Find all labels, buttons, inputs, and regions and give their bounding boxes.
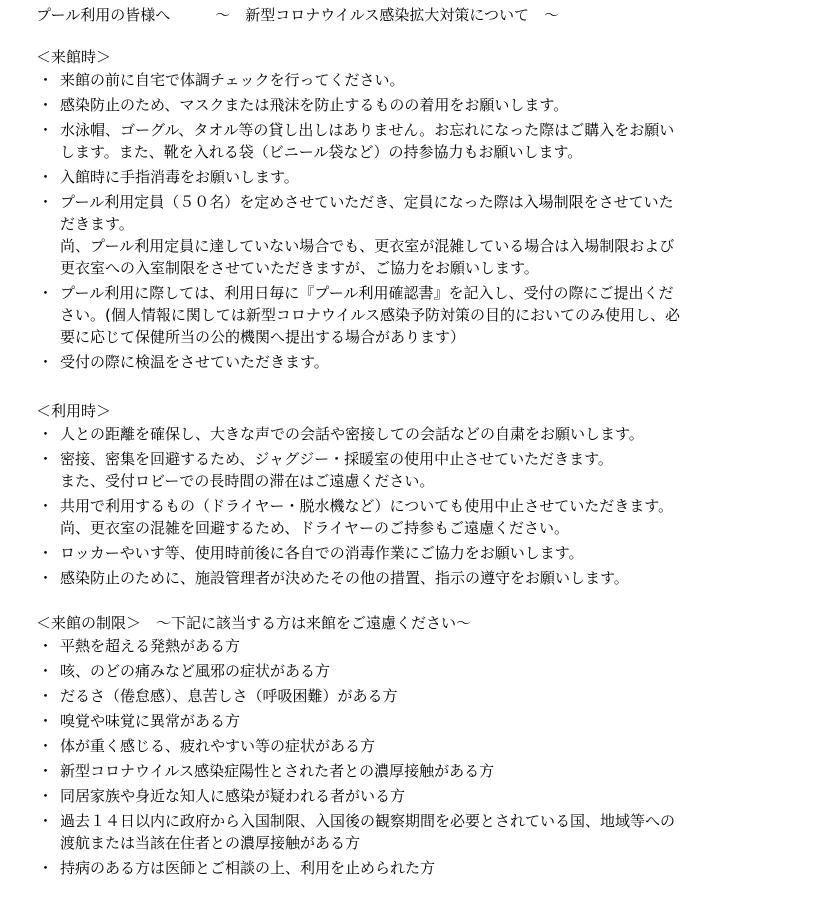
bullet-icon: ・ [38, 762, 54, 780]
bullet-icon: ・ [38, 121, 54, 139]
bullet-icon: ・ [38, 284, 54, 302]
bullet-icon: ・ [38, 353, 54, 371]
usage-list [36, 423, 796, 589]
list-item [36, 282, 796, 348]
list-item-line: 過去１４日以内に政府から入国制限、入国後の観察期間を必要とされている国、地域等への [60, 812, 676, 830]
bullet-icon: ・ [38, 637, 54, 655]
list-item-line: プール利用定員（５０名）を定めさせていただき、定員になった際は入場制限をさせていた [60, 193, 674, 211]
bullet-icon: ・ [38, 737, 54, 755]
list-item [36, 423, 796, 445]
bullet-icon: ・ [38, 859, 54, 877]
list-item [36, 542, 796, 564]
list-item [36, 119, 796, 163]
list-item-line: 密接、密集を回避するため、ジャグジー・採暖室の使用中止させていただきます。 [60, 450, 613, 468]
list-item [36, 635, 796, 657]
list-item-line: 尚、プール利用定員に達していない場合でも、更衣室が混雑している場合は入場制限および [60, 237, 675, 255]
restrictions-list [36, 635, 796, 879]
list-item-line: 持病のある方は医師とご相談の上、利用を止められた方 [60, 859, 436, 877]
list-item-line: だるさ（倦怠感）、息苦しさ（呼吸困難）がある方 [60, 687, 398, 705]
list-item [36, 810, 796, 854]
bullet-icon: ・ [38, 812, 54, 830]
list-item [36, 685, 796, 707]
section-heading-usage: ＜利用時＞ [36, 402, 112, 420]
list-item-line: 感染防止のため、マスクまたは飛沫を防止するものの着用をお願いします。 [60, 96, 569, 114]
bullet-icon: ・ [38, 662, 54, 680]
arrival-list [36, 69, 796, 373]
list-item-line: また、受付ロビーでの長時間の滞在はご遠慮ください。 [60, 472, 435, 490]
list-item [36, 735, 796, 757]
section-heading-arrival: ＜来館時＞ [36, 48, 112, 66]
bullet-icon: ・ [38, 687, 54, 705]
list-item [36, 191, 796, 279]
list-item-line: 水泳帽、ゴーグル、タオル等の貸し出しはありません。お忘れになった際はご購入をお願い [60, 121, 675, 139]
list-item-line: します。また、靴を入れる袋（ビニール袋など）の持参協力もお願いします。 [60, 143, 583, 161]
list-item [36, 785, 796, 807]
list-item-line: 更衣室への入室制限をさせていただきますが、ご協力をお願いします。 [60, 259, 539, 277]
list-item-line: 共用で利用するもの（ドライヤー・脱水機など）についても使用中止させていただきます。 [60, 497, 674, 515]
bullet-icon: ・ [38, 497, 54, 515]
bullet-icon: ・ [38, 569, 54, 587]
bullet-icon: ・ [38, 193, 54, 211]
bullet-icon: ・ [38, 96, 54, 114]
list-item [36, 567, 796, 589]
list-item-line: さい。(個人情報に関しては新型コロナウイルス感染予防対策の目的においてのみ使用し、必 [60, 306, 680, 324]
list-item-line: 要に応じて保健所当の公的機関へ提出する場合があります） [60, 328, 466, 346]
bullet-icon: ・ [38, 450, 54, 468]
list-item-line: 受付の際に検温をさせていただきます。 [60, 353, 329, 371]
list-item-line: 感染防止のために、施設管理者が決めたその他の措置、指示の遵守をお願いします。 [60, 569, 629, 587]
section-usage [36, 400, 796, 592]
bullet-icon: ・ [38, 168, 54, 186]
list-item [36, 495, 796, 539]
section-restrictions [36, 612, 796, 882]
list-item-line: ロッカーやいす等、使用時前後に各自での消毒作業にご協力をお願いします。 [60, 544, 584, 562]
list-item [36, 710, 796, 732]
list-item [36, 69, 796, 91]
list-item-line: だきます。 [60, 215, 134, 233]
page-title: プール利用の皆様へ ～ 新型コロナウイルス感染拡大対策について ～ [36, 6, 560, 24]
list-item-line: 平熱を超える発熱がある方 [60, 637, 241, 655]
list-item-line: 咳、のどの痛みなど風邪の症状がある方 [60, 662, 331, 680]
list-item-line: 体が重く感じる、疲れやすい等の症状がある方 [60, 737, 376, 755]
list-item [36, 857, 796, 879]
bullet-icon: ・ [38, 712, 54, 730]
list-item-line: 尚、更衣室の混雑を回避するため、ドライヤーのご持参もご遠慮ください。 [60, 519, 569, 537]
list-item-line: 人との距離を確保し、大きな声での会話や密接しての会話などの自粛をお願いします。 [60, 425, 644, 443]
list-item-line: 来館の前に自宅で体調チェックを行ってください。 [60, 71, 405, 89]
list-item [36, 351, 796, 373]
list-item-line: 同居家族や身近な知人に感染が疑われる者がいる方 [60, 787, 406, 805]
list-item [36, 94, 796, 116]
list-item-line: プール利用に際しては、利用日毎に『プール利用確認書』を記入し、受付の際にご提出くだ [60, 284, 674, 302]
bullet-icon: ・ [38, 71, 54, 89]
section-arrival [36, 46, 796, 376]
list-item [36, 760, 796, 782]
section-heading-restrictions: ＜来館の制限＞ ～下記に該当する方は来館をご遠慮ください～ [36, 614, 472, 632]
list-item-line: 新型コロナウイルス感染症陽性とされた者との濃厚接触がある方 [60, 762, 495, 780]
bullet-icon: ・ [38, 787, 54, 805]
list-item [36, 448, 796, 492]
list-item-line: 入館時に手指消毒をお願いします。 [60, 168, 299, 186]
list-item-line: 嗅覚や味覚に異常がある方 [60, 712, 241, 730]
list-item-line: 渡航または当該在住者との濃厚接触がある方 [60, 834, 361, 852]
bullet-icon: ・ [38, 544, 54, 562]
bullet-icon: ・ [38, 425, 54, 443]
list-item [36, 166, 796, 188]
list-item [36, 660, 796, 682]
